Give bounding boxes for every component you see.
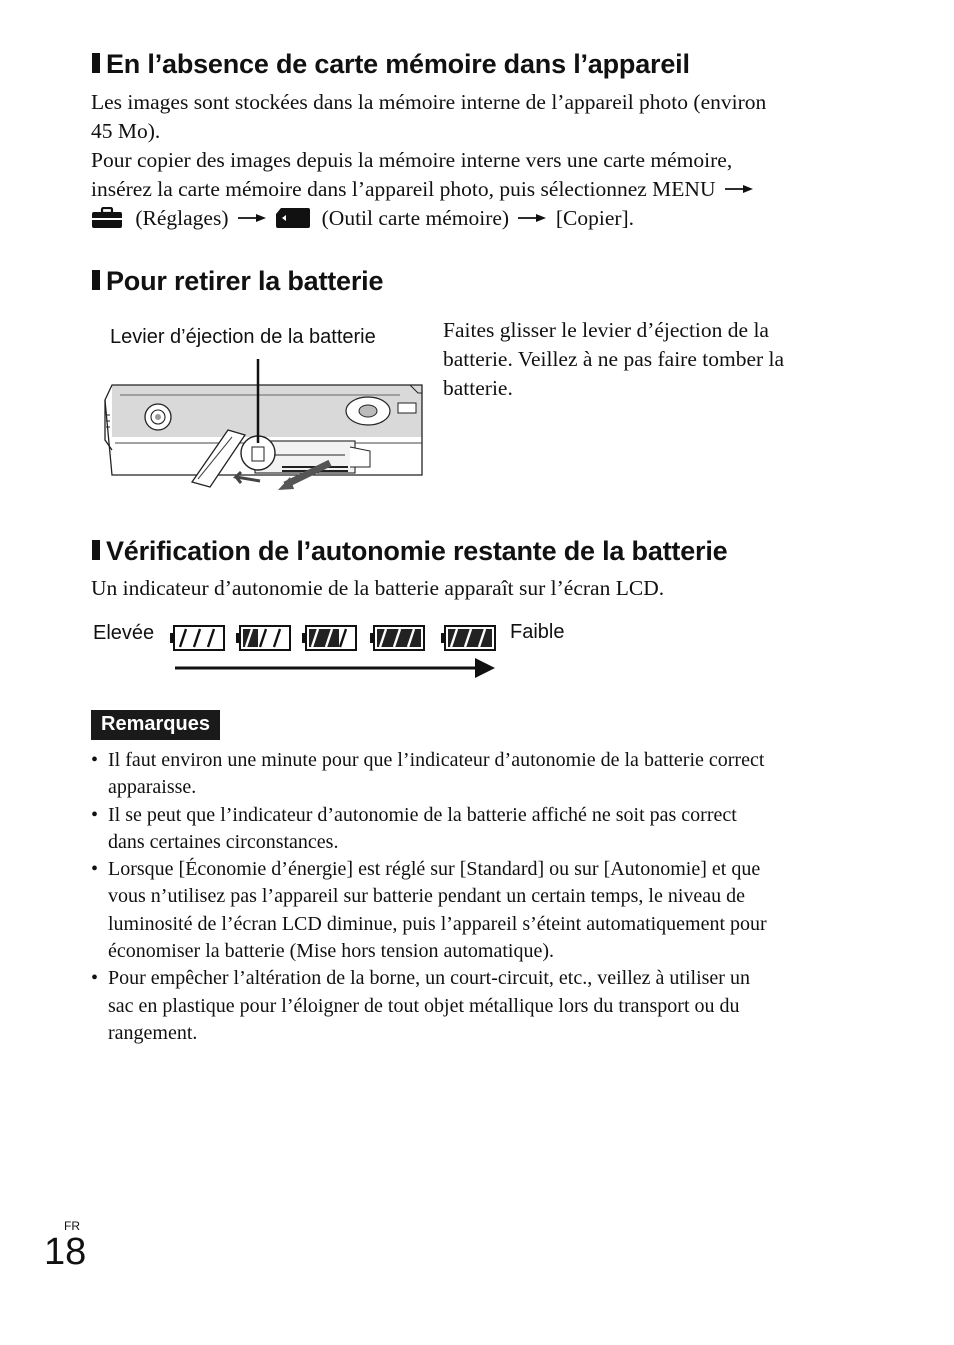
remove-battery-text: Faites glisser le levier d’éjection de la batterie. Veillez à ne pas faire tomber la batterie. <box>443 318 785 400</box>
note-item <box>91 802 851 857</box>
note-line: sac en plastique pour l’éloigner de tout objet métallique lors du transport ou du <box>108 994 740 1017</box>
section-marker-icon <box>92 540 100 560</box>
note-line: Lorsque [Économie d’énergie] est réglé sur [Standard] ou sur [Autonomie] et que <box>108 858 761 881</box>
note-item <box>91 747 851 802</box>
battery-level-icon <box>302 625 358 651</box>
label-high: Elevée <box>93 622 155 644</box>
arrow-right-icon <box>725 184 753 194</box>
note-item <box>91 965 851 1047</box>
label-low: Faible <box>510 621 565 643</box>
arrow-right-icon <box>238 213 266 223</box>
section-marker-icon <box>92 53 100 73</box>
note-line: Il se peut que l’indicateur d’autonomie de la batterie affiché ne soit pas correct <box>108 803 737 826</box>
note-line: luminosité de l’écran LCD diminue, puis l’appareil s’éteint automatiquement pour <box>108 912 767 935</box>
note-line: dans certaines circonstances. <box>108 830 339 853</box>
bullet-icon: • <box>91 967 99 990</box>
bullet-icon: • <box>91 749 99 771</box>
memory-card-tool-icon <box>275 207 311 229</box>
note-line: Il faut environ une minute pour que l’indicateur d’autonomie de la batterie correct <box>108 749 765 771</box>
bullet-icon: • <box>91 803 99 826</box>
battery-level-icon <box>441 625 497 651</box>
toolbox-settings-icon <box>91 207 123 229</box>
section-marker-icon <box>92 270 100 290</box>
language-code: FR <box>64 1219 80 1233</box>
battery-level-icon <box>170 625 226 651</box>
notes-label: Remarques <box>91 710 220 740</box>
arrow-right-icon <box>518 213 546 223</box>
section-title-no-card: En l’absence de carte mémoire dans l’appareil <box>92 49 690 80</box>
section-no-card-body: Les images sont stockées dans la mémoire interne de l’appareil photo (environ 45 Mo). Pour copier des images depuis la mémoire interne vers une carte mémoire, insérez la carte mémoire dans l’appareil photo, puis sélectionnez MENU (Réglages) (Outil carte mémoire) [Copier]. <box>91 90 767 230</box>
bullet-icon: • <box>91 858 99 881</box>
page-number: 18 <box>44 1231 87 1273</box>
battery-level-icon <box>370 625 426 651</box>
battery-level-icon <box>236 625 292 651</box>
note-line: Pour empêcher l’altération de la borne, un court-circuit, etc., veillez à utiliser un <box>108 967 750 990</box>
section-title-remove-battery: Pour retirer la batterie <box>92 266 383 297</box>
note-item <box>91 856 851 965</box>
note-line: vous n’utilisez pas l’appareil sur batterie pendant un certain temps, le niveau de <box>108 885 746 908</box>
note-line: apparaisse. <box>108 776 197 799</box>
note-line: économiser la batterie (Mise hors tension automatique). <box>108 940 554 963</box>
battery-level-intro: Un indicateur d’autonomie de la batterie apparaît sur l’écran LCD. <box>91 576 665 600</box>
camera-battery-illustration <box>100 355 425 500</box>
section-title-battery-level: Vérification de l’autonomie restante de la batterie <box>92 536 727 567</box>
notes-list <box>91 747 851 1047</box>
decreasing-arrow <box>175 656 497 682</box>
note-line: rangement. <box>108 1021 198 1044</box>
figure-label-eject-lever: Levier d’éjection de la batterie <box>110 326 376 348</box>
